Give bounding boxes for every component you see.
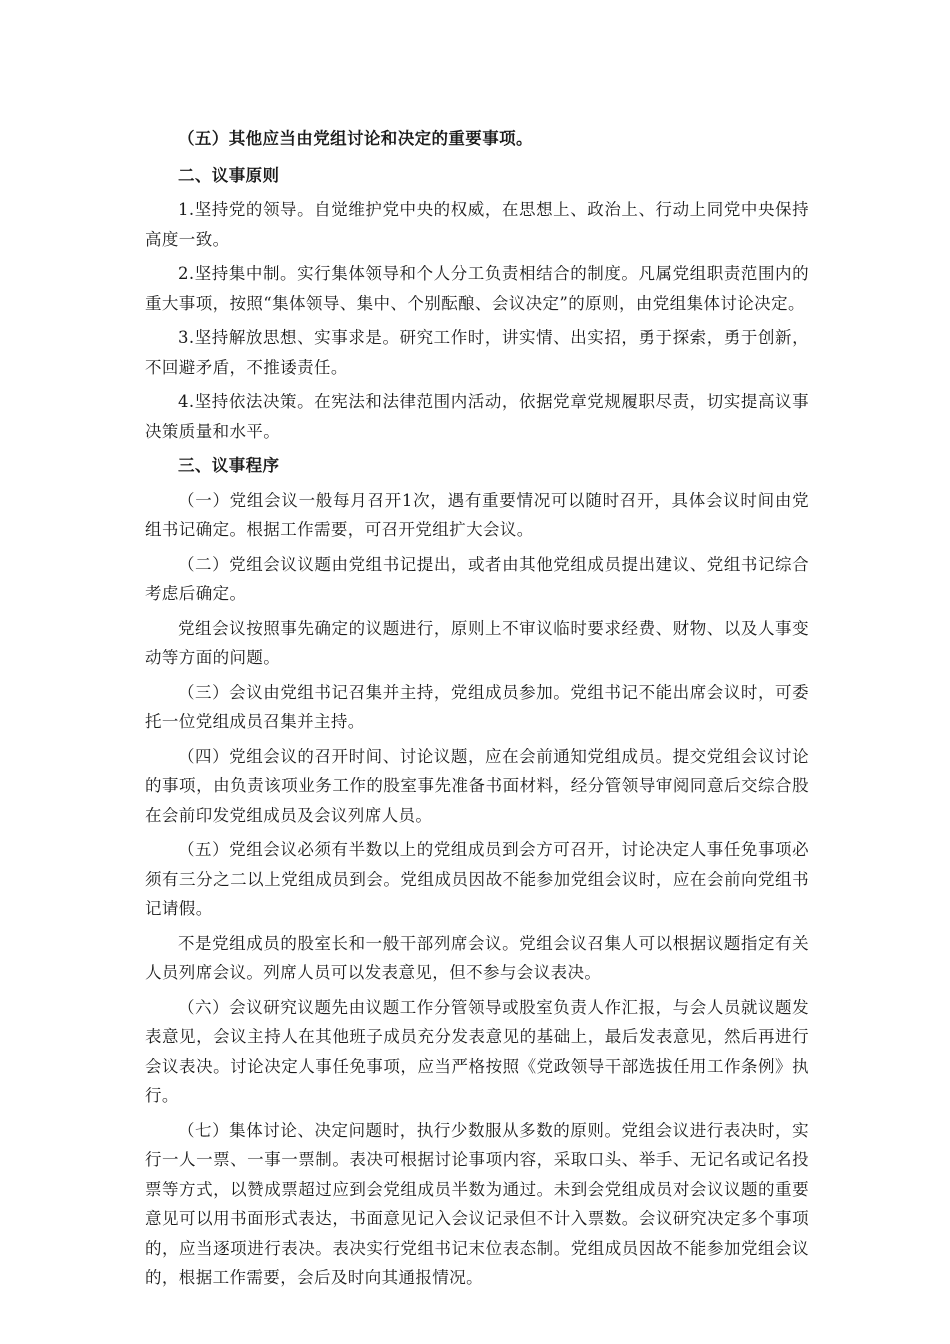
procedure-3: （三）会议由党组书记召集并主持，党组成员参加。党组书记不能出席会议时，可委托一位党组成员召集并主持。: [145, 682, 809, 731]
item-5-heading: （五）其他应当由党组讨论和决定的重要事项。: [178, 129, 533, 148]
principle-1: 1.坚持党的领导。自觉维护党中央的权威，在思想上、政治上、行动上同党中央保持高度一致。: [145, 200, 809, 249]
principle-2: 2.坚持集中制。实行集体领导和个人分工负责相结合的制度。凡属党组职责范围内的重大事项，按照“集体领导、集中、个别酝酿、会议决定”的原则，由党组集体讨论决定。: [145, 264, 809, 313]
procedure-2-note: 党组会议按照事先确定的议题进行，原则上不审议临时要求经费、财物、以及人事变动等方面的问题。: [145, 618, 809, 667]
procedure-5-note: 不是党组成员的股室长和一般干部列席会议。党组会议召集人可以根据议题指定有关人员列席会议。列席人员可以发表意见，但不参与会议表决。: [145, 933, 809, 982]
document-body: [145, 124, 809, 1298]
procedure-5: （五）党组会议必须有半数以上的党组成员到会方可召开，讨论决定人事任免事项必须有三分之二以上党组成员到会。党组成员因故不能参加党组会议时，应在会前向党组书记请假。: [145, 840, 809, 918]
procedure-7: （七）集体讨论、决定问题时，执行少数服从多数的原则。党组会议进行表决时，实行一人一票、一事一票制。表决可根据讨论事项内容，采取口头、举手、无记名或记名投票等方式，以赞成票超过应到会党组成员半数为通过。未到会党组成员对会议议题的重要意见可以用书面形式表达，书面意见记入会议记录但不计入票数。会议研究决定多个事项的，应当逐项进行表决。表决实行党组书记末位表态制。党组成员因故不能参加党组会议的，根据工作需要，会后及时向其通报情况。: [145, 1120, 809, 1287]
section-3-title: 三、议事程序: [178, 456, 280, 475]
procedure-6: （六）会议研究议题先由议题工作分管领导或股室负责人作汇报，与会人员就议题发表意见，会议主持人在其他班子成员充分发表意见的基础上，最后发表意见，然后再进行会议表决。讨论决定人事任免事项，应当严格按照《党政领导干部选拔任用工作条例》执行。: [145, 997, 809, 1105]
procedure-1: （一）党组会议一般每月召开1次，遇有重要情况可以随时召开，具体会议时间由党组书记确定。根据工作需要，可召开党组扩大会议。: [145, 490, 809, 539]
procedure-4: （四）党组会议的召开时间、讨论议题，应在会前通知党组成员。提交党组会议讨论的事项，由负责该项业务工作的股室事先准备书面材料，经分管领导审阅同意后交综合股在会前印发党组成员及会议列席人员。: [145, 746, 809, 825]
principle-3: 3.坚持解放思想、实事求是。研究工作时，讲实情、出实招，勇于探索，勇于创新，不回避矛盾，不推诿责任。: [145, 328, 809, 377]
section-2-title: 二、议事原则: [178, 165, 280, 185]
procedure-2: （二）党组会议议题由党组书记提出，或者由其他党组成员提出建议、党组书记综合考虑后确定。: [145, 554, 809, 603]
principle-4: 4.坚持依法决策。在宪法和法律范围内活动，依据党章党规履职尽责，切实提高议事决策质量和水平。: [145, 392, 809, 441]
